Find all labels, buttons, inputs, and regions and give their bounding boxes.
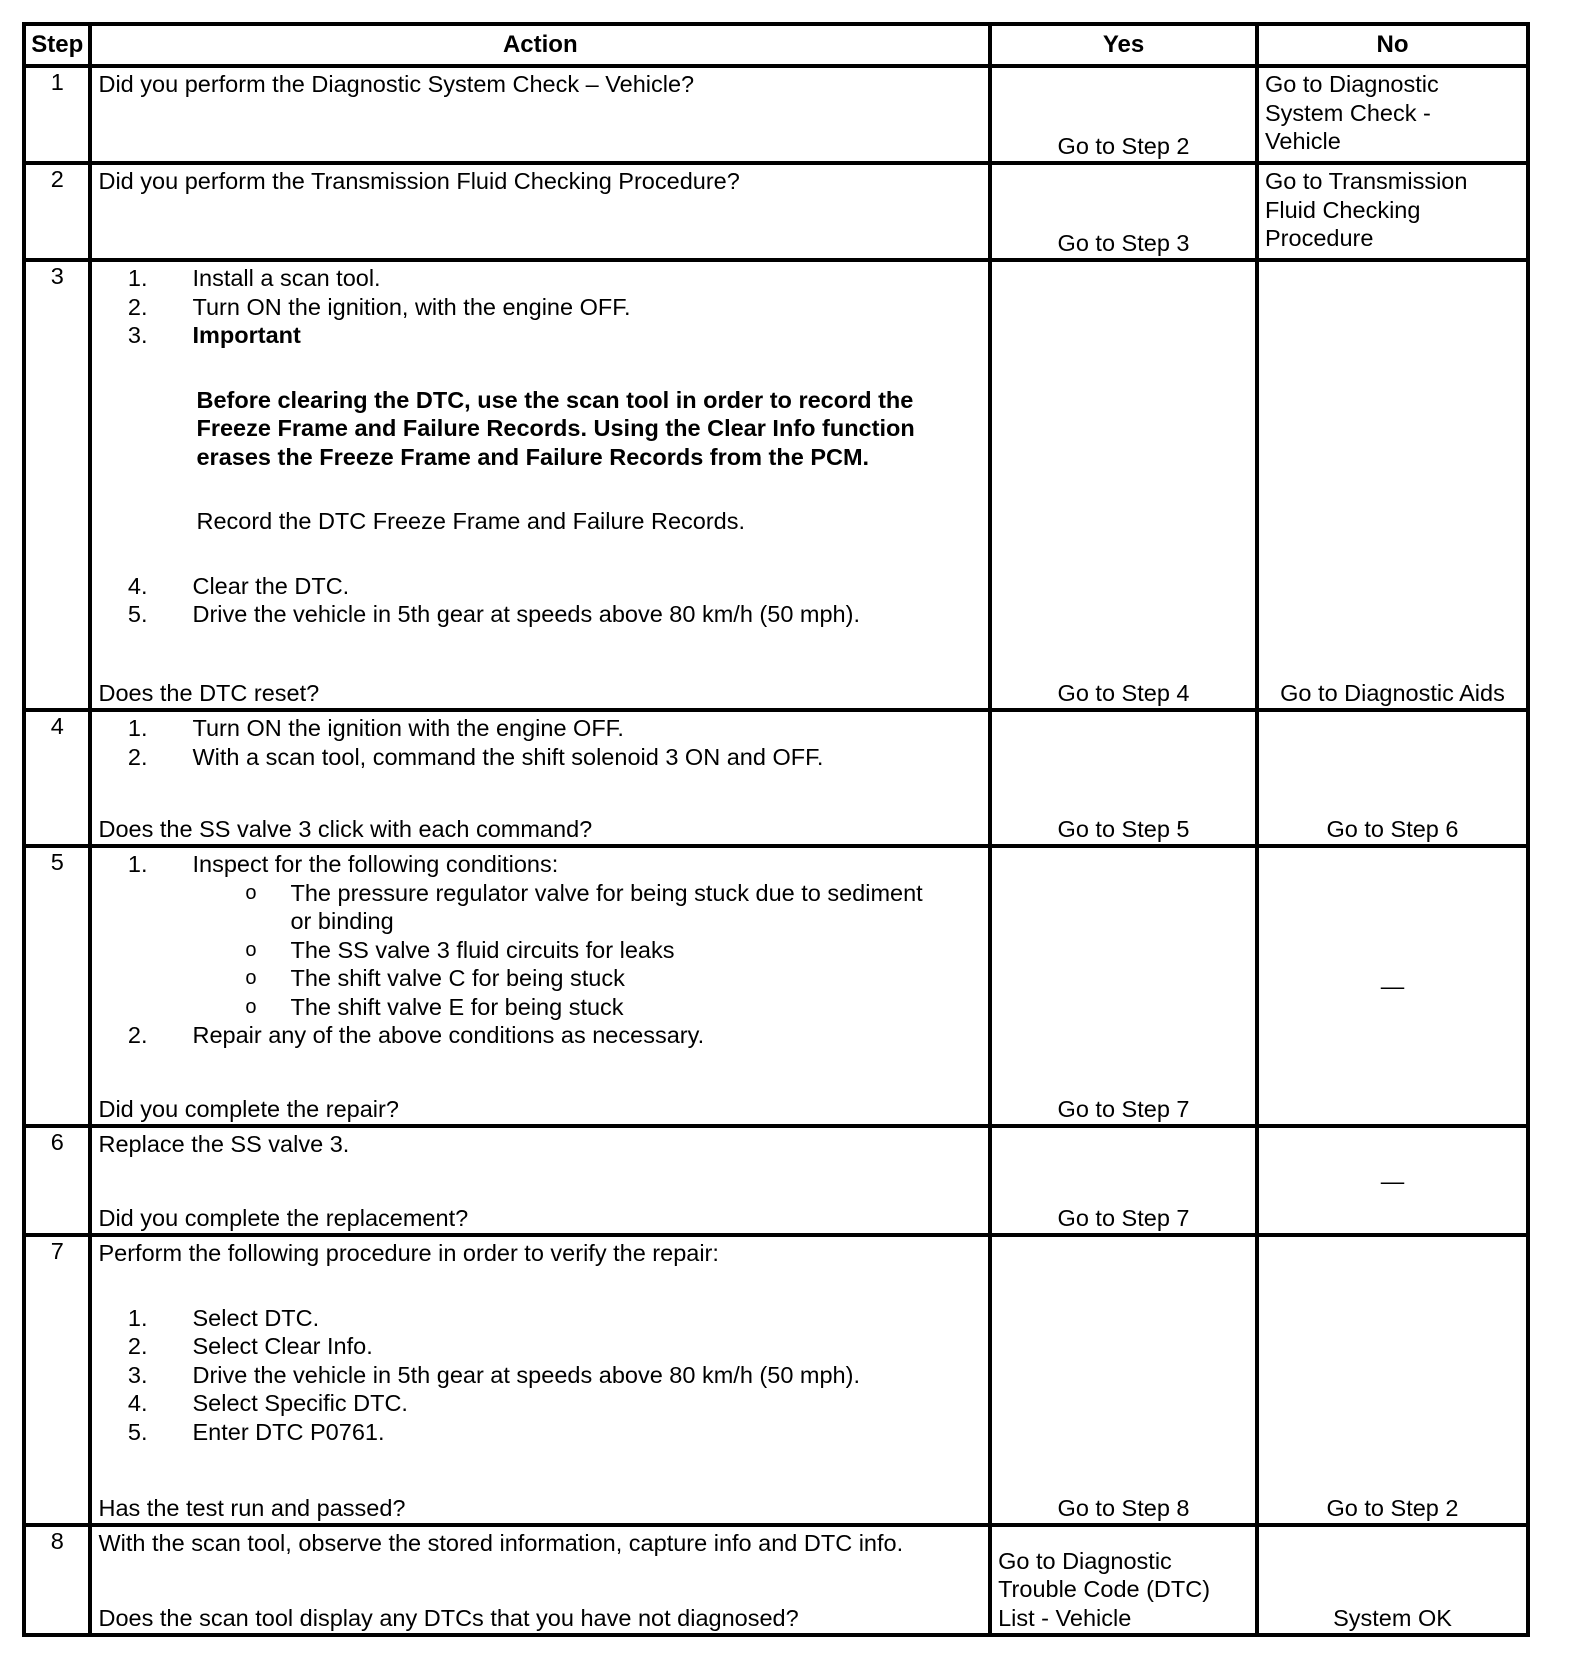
yes-link[interactable]: Go to Step 4 (1057, 679, 1190, 706)
header-step: Step (24, 24, 90, 66)
question-text: Does the SS valve 3 click with each command? (98, 815, 593, 842)
list-item: 2. Turn ON the ignition, with the engine OFF. (127, 293, 631, 320)
list-item: 1. Install a scan tool. (127, 265, 381, 291)
list-item: 4. Clear the DTC. (127, 572, 350, 599)
yes-link[interactable]: Go to Step 5 (1057, 815, 1190, 842)
yes-cell (990, 260, 1257, 710)
action-cell (90, 1235, 990, 1525)
list-item: 2. Select Clear Info. (127, 1333, 373, 1359)
yes-link[interactable]: Go to Step 7 (1057, 1095, 1190, 1122)
no-dash: — (1380, 1167, 1405, 1194)
table-row-step-1 (24, 66, 1528, 163)
yes-cell (990, 1525, 1257, 1635)
yes-cell (990, 846, 1257, 1126)
no-line: Go to Diagnostic (1265, 71, 1439, 97)
yes-cell (990, 1126, 1257, 1235)
no-link[interactable] (1265, 70, 1522, 156)
table-row-step-8 (24, 1525, 1528, 1635)
yes-link[interactable]: Go to Step 8 (1057, 1494, 1190, 1521)
table-row-step-6 (24, 1126, 1528, 1235)
yes-line: Trouble Code (DTC) (998, 1576, 1211, 1602)
list-item: 1. Inspect for the following conditions: (127, 851, 559, 877)
diagnostic-table (22, 22, 1530, 1637)
action-cell (90, 1126, 990, 1235)
action-text: Perform the following procedure in order to verify the repair: (98, 1240, 719, 1266)
list-item: 2. With a scan tool, command the shift solenoid 3 ON and OFF. (127, 743, 824, 770)
step-number: 1 (24, 66, 90, 163)
action-cell (90, 1525, 990, 1635)
no-dash: — (1380, 972, 1405, 999)
yes-link[interactable]: Go to Step 2 (1057, 132, 1190, 159)
action-text: Did you perform the Transmission Fluid Checking Procedure? (98, 168, 740, 194)
no-line: Vehicle (1265, 128, 1341, 154)
no-link[interactable]: Go to Step 2 (1326, 1494, 1459, 1521)
action-cell (90, 163, 990, 260)
yes-cell (990, 1235, 1257, 1525)
no-link[interactable]: Go to Diagnostic Aids (1280, 679, 1505, 706)
question-text: Has the test run and passed? (98, 1494, 406, 1521)
no-line: Go to Transmission (1265, 168, 1468, 194)
no-cell (1257, 66, 1528, 163)
no-link[interactable]: Go to Step 6 (1326, 815, 1459, 842)
table-row-step-3 (24, 260, 1528, 710)
step-number: 3 (24, 260, 90, 710)
action-cell (90, 710, 990, 846)
question-text: Does the scan tool display any DTCs that you have not diagnosed? (98, 1604, 799, 1631)
action-cell (90, 846, 990, 1126)
yes-link[interactable]: Go to Step 7 (1057, 1204, 1190, 1231)
step-number: 8 (24, 1525, 90, 1635)
no-line: Procedure (1265, 225, 1374, 251)
header-row (24, 24, 1528, 66)
question-text: Did you complete the replacement? (98, 1204, 469, 1231)
question-text: Does the DTC reset? (98, 679, 320, 706)
list-item: 5. Drive the vehicle in 5th gear at speeds above 80 km/h (50 mph). (127, 601, 860, 627)
no-cell (1257, 1235, 1528, 1525)
list-item: 3. Important (127, 322, 301, 348)
no-line: System Check - (1265, 99, 1431, 126)
step-number: 2 (24, 163, 90, 260)
no-cell (1257, 1126, 1528, 1235)
action-text: Replace the SS valve 3. (98, 1131, 350, 1157)
no-cell (1257, 1525, 1528, 1635)
yes-cell (990, 163, 1257, 260)
step-number: 6 (24, 1126, 90, 1235)
action-text: Did you perform the Diagnostic System Check – Vehicle? (98, 71, 695, 97)
list-item: 4. Select Specific DTC. (127, 1390, 408, 1416)
sub-list-item: o The shift valve C for being stuck (245, 965, 625, 991)
list-item: 5. Enter DTC P0761. (127, 1418, 385, 1445)
table-row-step-2 (24, 163, 1528, 260)
step-number: 4 (24, 710, 90, 846)
record-text: Record the DTC Freeze Frame and Failure Records. (196, 508, 746, 534)
no-link[interactable] (1265, 167, 1522, 253)
sub-list-item: o The pressure regulator valve for being stuck due to sediment or binding (245, 879, 923, 934)
header-no: No (1257, 24, 1528, 66)
list-item: 1. Select DTC. (127, 1304, 320, 1331)
list-item: 1. Turn ON the ignition with the engine OFF. (127, 715, 624, 741)
no-cell (1257, 260, 1528, 710)
yes-line: List - Vehicle (998, 1604, 1132, 1631)
action-cell (90, 66, 990, 163)
important-note: Before clearing the DTC, use the scan tool in order to record the Freeze Frame and Failure Records. Using the Clear Info function erases the Freeze Frame and Failure Records from the PCM. (196, 386, 915, 470)
yes-cell (990, 66, 1257, 163)
question-text: Did you complete the repair? (98, 1095, 399, 1122)
yes-cell (990, 710, 1257, 846)
yes-line: Go to Diagnostic (998, 1547, 1172, 1574)
yes-link[interactable]: Go to Step 3 (1057, 229, 1190, 256)
sub-list-item: o The SS valve 3 fluid circuits for leaks (245, 936, 675, 963)
table-row-step-7 (24, 1235, 1528, 1525)
no-result: System OK (1333, 1604, 1452, 1631)
step-number: 7 (24, 1235, 90, 1525)
header-action: Action (90, 24, 990, 66)
list-item: 3. Drive the vehicle in 5th gear at speeds above 80 km/h (50 mph). (127, 1361, 860, 1388)
sub-list-item: o The shift valve E for being stuck (245, 993, 624, 1020)
step-number: 5 (24, 846, 90, 1126)
no-cell (1257, 710, 1528, 846)
action-cell (90, 260, 990, 710)
no-cell (1257, 846, 1528, 1126)
no-line: Fluid Checking (1265, 196, 1421, 223)
action-text: With the scan tool, observe the stored information, capture info and DTC info. (98, 1530, 904, 1556)
no-cell (1257, 163, 1528, 260)
list-item: 2. Repair any of the above conditions as necessary. (127, 1022, 705, 1048)
table-row-step-4 (24, 710, 1528, 846)
header-yes: Yes (990, 24, 1257, 66)
table-row-step-5 (24, 846, 1528, 1126)
yes-link[interactable] (998, 1547, 1251, 1633)
